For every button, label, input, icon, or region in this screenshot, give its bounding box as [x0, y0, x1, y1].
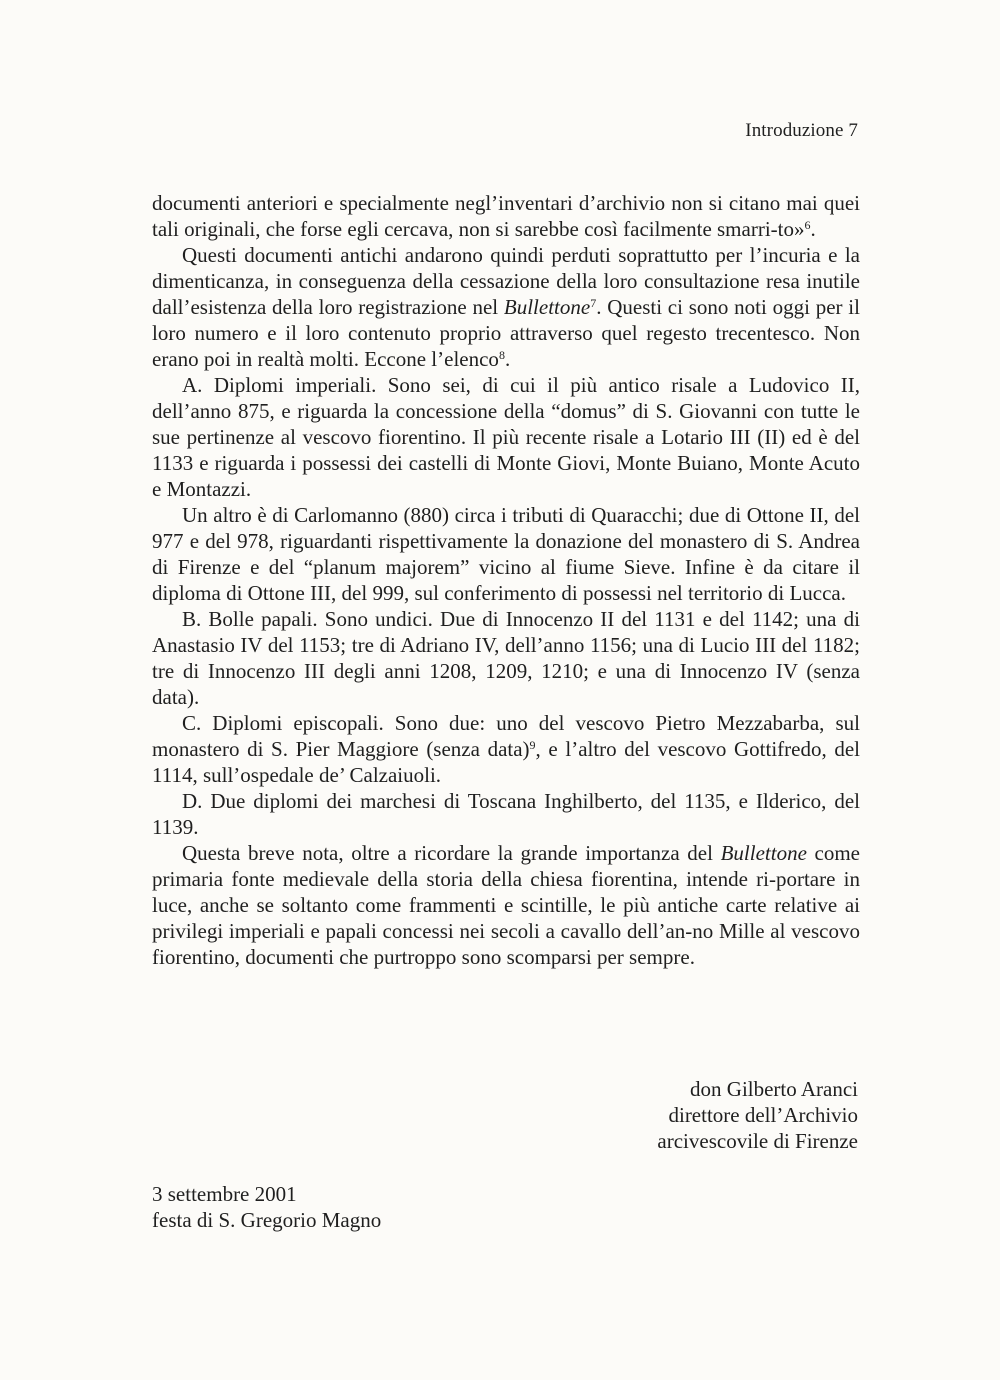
- signature-name: don Gilberto Aranci: [690, 1077, 858, 1101]
- footnote-ref: 8: [498, 348, 505, 362]
- footnote-ref: 6: [804, 218, 811, 232]
- date: 3 settembre 2001: [152, 1182, 297, 1206]
- paragraph-imperial-diplomas: A. Diplomi imperiali. Sono sei, di cui il più antico risale a Ludovico II, dell’anno 875, e riguarda la concessione della “domus” di S. Giovanni con tutte le sue pertinenze al vescovo fiorentino. Il più recente risale a Lotario III (II) ed è del 1133 e riguarda i possessi dei castelli di Monte Giovi, Monte Buiano, Monte Acuto e Montazzi.: [152, 373, 860, 501]
- title-bullettone: Bullettone: [720, 841, 807, 865]
- signature-role: direttore dell’Archivio: [668, 1103, 858, 1127]
- dateline: [152, 1181, 381, 1233]
- main-text: [152, 190, 860, 970]
- footnote-ref: 7: [590, 296, 597, 310]
- paragraph-other-diplomas: Un altro è di Carlomanno (880) circa i tributi di Quaracchi; due di Ottone II, del 977 e del 978, riguardanti rispettivamente la donazione del monastero di S. Andrea di Firenze e del “planum majorem” vicino al fiume Sieve. Infine è da citare il diploma di Ottone III, del 999, sul conferimento di possessi nel territorio di Lucca.: [152, 503, 860, 605]
- paragraph-lost-documents: Questi documenti antichi andarono quindi perduti soprattutto per l’incuria e la dimenticanza, in conseguenza della cessazione della loro consultazione resa inutile dall’esistenza della loro registrazione nel Bullettone$^7$. Questi ci sono noti oggi per il loro numero e il loro contenuto proprio attraverso quel regesto trecentesco. Non erano poi in realtà molti. Eccone l’elenco$^8$.: [152, 243, 860, 371]
- running-head: [745, 120, 858, 142]
- running-title: Introduzione 7: [745, 120, 858, 141]
- paragraph-episcopal-diplomas: C. Diplomi episcopali. Sono due: uno del vescovo Pietro Mezzabarba, sul monastero di S. Pier Maggiore (senza data)$^9$, e l’altro del vescovo Gottifredo, del 1114, sull’ospedale de’ Calzaiuoli.: [152, 711, 861, 787]
- feast-day: festa di S. Gregorio Magno: [152, 1208, 382, 1232]
- footnote-ref: 9: [529, 738, 536, 752]
- paragraph-marquis-diplomas: D. Due diplomi dei marchesi di Toscana Inghilberto, del 1135, e Ilderico, del 1139.: [152, 789, 860, 839]
- paragraph-closing-note: Questa breve nota, oltre a ricordare la grande importanza del Bullettone come primaria fonte medievale della storia della chiesa fiorentina, intende ri-portare in luce, anche se soltanto come frammenti e scintille, le più antiche carte relative ai privilegi imperiali e papali concessi nei secoli a cavallo dell’an-no Mille al vescovo fiorentino, documenti che purtroppo sono scomparsi per sempre.: [152, 841, 860, 969]
- paragraph-continuation: documenti anteriori e specialmente negl’inventari d’archivio non si citano mai quei tali originali, che forse egli cercava, non si sarebbe così facilmente smarri-to»$^6$.: [152, 191, 860, 241]
- signature-institution: arcivescovile di Firenze: [657, 1129, 858, 1153]
- title-bullettone: Bullettone: [503, 295, 591, 319]
- paragraph-papal-bulls: B. Bolle papali. Sono undici. Due di Innocenzo II del 1131 e del 1142; una di Anastasio IV del 1153; tre di Adriano IV, dell’anno 1156; una di Lucio III del 1182; tre di Innocenzo III degli anni 1208, 1209, 1210; e una di Innocenzo IV (senza data).: [152, 607, 860, 709]
- signature-block: [657, 1076, 858, 1154]
